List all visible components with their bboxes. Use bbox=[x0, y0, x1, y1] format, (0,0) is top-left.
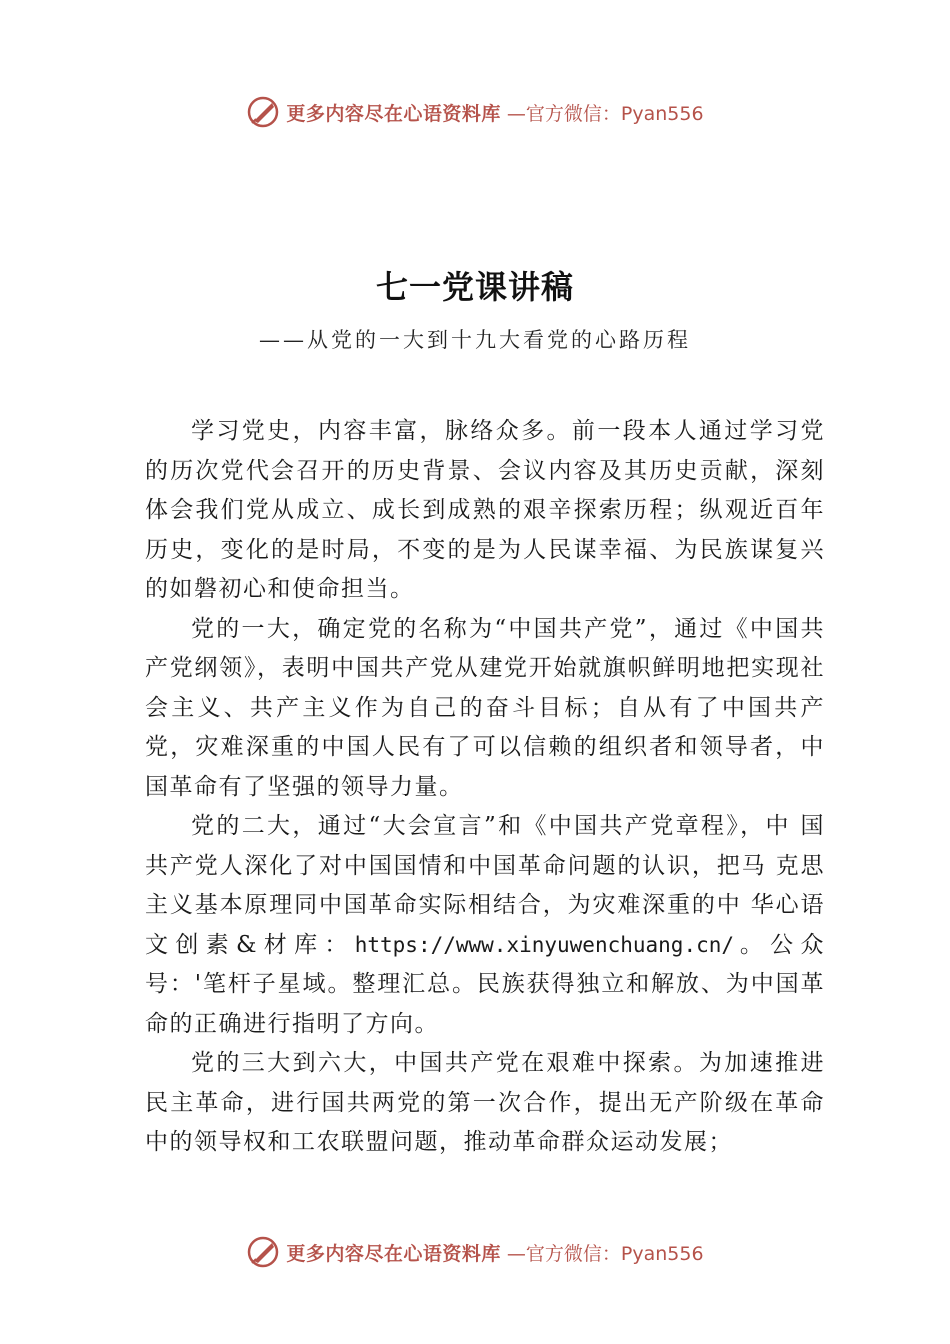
paragraph-with-link bbox=[145, 807, 825, 1044]
banner-brand-text: 更多内容尽在心语资料库 bbox=[286, 102, 501, 125]
source-url-link[interactable]: https://www.xinyuwenchuang.cn/ bbox=[354, 932, 735, 957]
paragraph: 学习党史，内容丰富，脉络众多。前一段本人通过学习党的历次党代会召开的历史背景、会议内容及其历史贡献，深刻体会我们党从成立、成长到成熟的艰辛探索历程；纵观近百年历史，变化的是时局，不变的是为人民谋幸福、为民族谋复兴的如磐初心和使命担当。 bbox=[145, 418, 825, 602]
paragraph-text: 党的二大，通过“大会宣言”和《中国共产党章程》，中 国共产党人深化了对中国国情和中国革命问题的认识，把马 克思主义基本原理同中国革命实际相结合，为灾难深重的中 华心语文创素&材库： bbox=[145, 813, 825, 958]
paragraph: 党的三大到六大，中国共产党在艰难中探索。为加速推进民主革命，进行国共两党的第一次合作，提出无产阶级在革命中的领导权和工农联盟问题，推动革命群众运动发展； bbox=[145, 1050, 825, 1155]
paragraph-text: 。公众号：'笔杆子星域。整理汇总。民族获得独立和解放、为中国革命的正确进行指明了方向。 bbox=[145, 931, 825, 1037]
header-banner bbox=[0, 92, 950, 132]
banner-wechat-text: —官方微信：Pyan556 bbox=[506, 1242, 704, 1265]
quill-logo-icon bbox=[246, 1235, 280, 1269]
footer-banner bbox=[0, 1232, 950, 1272]
document-title: 七一党课讲稿 bbox=[375, 268, 574, 306]
banner-brand-text: 更多内容尽在心语资料库 bbox=[286, 1242, 501, 1265]
paragraph: 党的一大，确定党的名称为“中国共产党”，通过《中国共产党纲领》，表明中国共产党从建党开始就旗帜鲜明地把实现社会主义、共产主义作为自己的奋斗目标；自从有了中国共产党，灾难深重的中国人民有了可以信赖的组织者和领导者，中国革命有了坚强的领导力量。 bbox=[145, 615, 825, 800]
quill-logo-icon bbox=[246, 95, 280, 129]
banner-wechat-text: —官方微信：Pyan556 bbox=[506, 102, 704, 125]
document-subtitle: ——从党的一大到十九大看党的心路历程 bbox=[259, 328, 691, 352]
document-body bbox=[145, 412, 825, 1163]
